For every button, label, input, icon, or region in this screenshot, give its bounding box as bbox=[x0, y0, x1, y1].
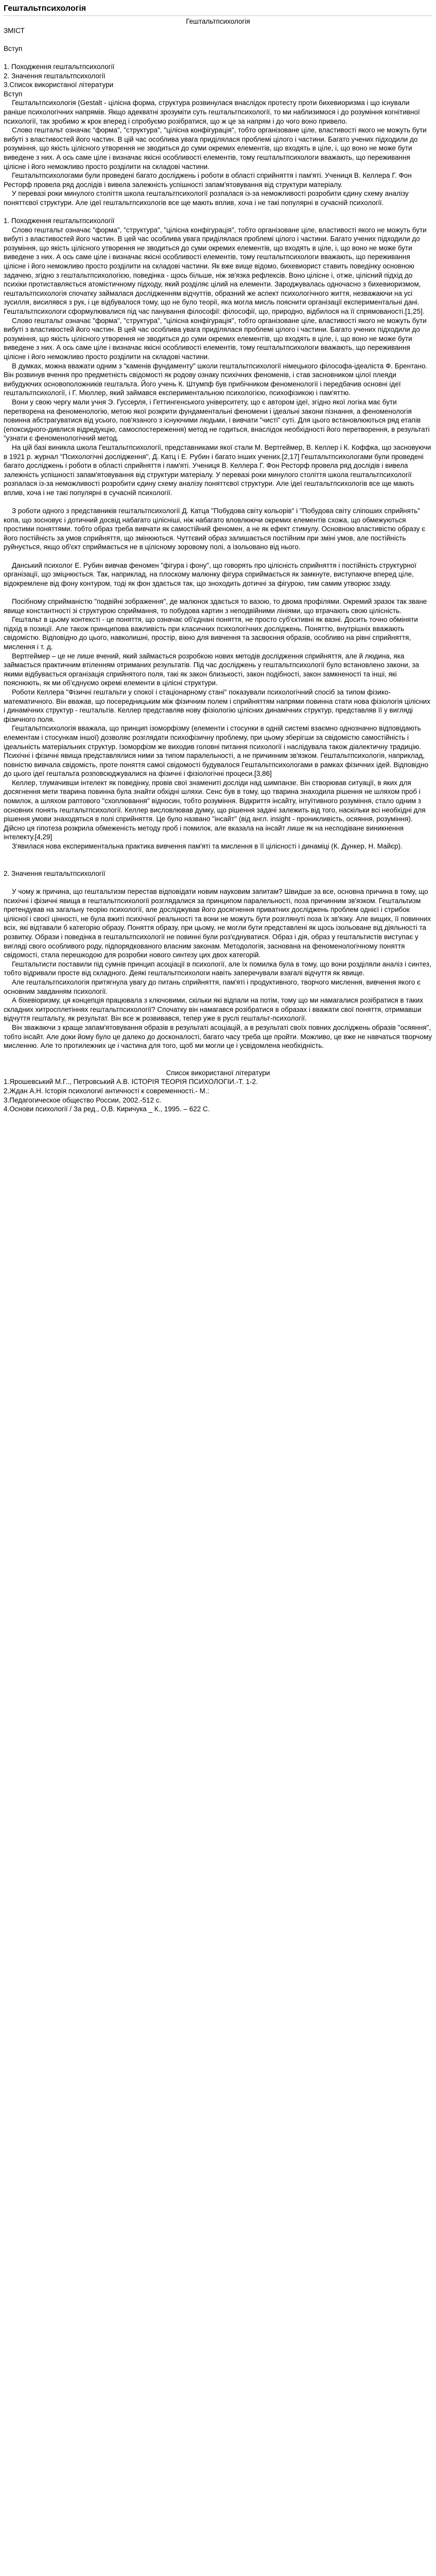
section-heading: 2. Значення гештальтпсихології bbox=[4, 869, 106, 877]
section1-paragraph: Келлер, тлумачивши інтелект як поведінку, провів свої знамениті досліди над шимпанзе. Він створював ситуації, в яких для досягнення мети тварина повинна була знайти обхідні шляхи. Сенс був в тому, що тварина знаходила рішення не шляхом проб і помилок, а шляхом раптового "схоплювання" відносин, тобто розуміння. Відкриття інсайту, інтуїтивного розуміння, стало одним з основних понять гештальтпсихології. Келлер висловлював думку, що рішення задачі залежить від того, наскільки всі необхідні для рішення умови знаходяться в полі сприйняття. Це було названо "інсайт" (від англ. insight - проникливість, осяяння, розуміння). Дійсно ця гіпотеза розкрила обмеженість методу проб і помилок, але вказала на інсайт лише як на несподіване виникнення інтелекту.[4,29] bbox=[4, 778, 426, 841]
bibliography-item: 3.Педагогическое общество России, 2002.-512 с. bbox=[4, 1096, 162, 1104]
intro-paragraph: У перевазі роки минулого століття школа гештальтпсихології розпалася із-за неможливості розробити єдину схему аналізу поняттєвої структури. Але ідеї гештальтпсихологів все ще мають вплив, хоча і не такі популярні в сучасній психології. bbox=[4, 190, 409, 207]
section2-paragraph: У чому ж причина, що гештальтизм перестав відповідати новим науковим запитам? Швидше за все, основна причина в тому, що психічні і фізичні явища в гештальтпсихології розглядалися за принципом паралельності, поза причинним зв'язком. Гештальтизм претендував на загальну теорію психології, але досліджував його досягнення приватних досліджень проблем однієї і стрибок цілісної і своєї цінності, не була вжиті психічної реальності та вони не можуть бути розглянуті поза їх зв'язку. Але вищих, її повинних всіх, які відтавали б категорію образу. Поняття образу, при цьому, не могли бути представлені як щось ізольоване від діяльності та розвитку. Образи і поведінка в гештальтпсихології не повинні були роз'єднуватися. Образ і дія, образ у гештальтистів виступає у вигляді свого особливого роду, підпорядкованого власним законам. Методологія, заснована на феноменологічному поняття свідомості, стала перешкодою для розробки нового синтезу цих двох категорій. bbox=[4, 888, 431, 959]
section1-paragraph: Слово гештальт означає "форма", "структура", "цілісна конфігурація", тобто організоване ціле, властивості якого не можуть бути вибуті з властивостей його частин. В цей час особлива увага приділялася проблемі цілого і частини. Багато учених підходили до розуміння, що якість цілісного утворення не зводиться до суми окремих елементів, що входять в ціле, і, що воно не може бути виведене з них. А ось саме ціле і визначає якісні особливості елементів, тому гештальтпсихологи вважають, що переживання цілісне і його неможливо просто розділити на складові частини. Як вже вище відомо, бихевиорист ставить поведінку основною задачею, згідно з гештальтпсихологією, поведінка - щось більше, ніж зв'язка рефлексів. Воно цілісне і, отже, цілісний підхід до психіки протиставляється атомістичному підходу, який розділяє цілий на елементи. Зароджувалась одночасно з бихевиоризмом, гештальтпсихологія спочатку займалася дослідженням відчуттів, образний же аспект психологічного життя, незважаючи на усі зусилля, висилявся з рук, і це відбувалося тому, що не було теорії, яка могла мисль пояснити організації експериментальні дані. Гештальтпсихологи сформулювалися під час панування філософії: філософії, що, природно, відбилося на її спрямованості.[1,25]. bbox=[4, 226, 427, 315]
section2-paragraph: Гештальтисти поставили під сумнів принцип асоціації в психології, але їх помилка була в тому, що вони розділяли аналіз і синтез, тобто відривали просте від складного. Деякі гештальтпсихологи навіть заперечували взагалі відчуття як явище. bbox=[4, 960, 431, 977]
spacer bbox=[4, 497, 432, 506]
section1-paragraph: З роботи одного з представників гештальтпсихології Д. Катца "Побудова світу кольорів" і "Побудова світу сліпоших сприйнять" копа, що зосновує і дотичний досвід набагато цілісніші, ніж набагато вловлюючи окремих елементів схожа, що обмежуються простими поняттями. тобто образ треба вивчати як самостійний феномен, а не як ефект стимулу. Основною властивістю образу є його постійність за умов сприйняття, що змінюються. Чуттєвий образ залишається постійним при зміні умов, але постійність руйнується, якщо об'єкт сприймається не в цілісному зоровому полі, а ізольовано від нього. bbox=[4, 507, 426, 551]
bibliography-heading: Список використаної літератури bbox=[166, 1069, 270, 1077]
bibliography-item: 4.Основи психології / За ред., О,В. Киричука _ К., 1995. – 622 С. bbox=[4, 1105, 210, 1113]
intro-paragraph: Слово гештальт означає "форма", "структура", "цілісна конфігурація", тобто організоване ціле, властивості якого не можуть бути вибуті з властивостей його частин. В цій час особлива увага приділялася проблемі цілого і частини. Багато учених підходили до розуміння, що якість цілісного утворення не зводиться до суми окремих елементів, що входять в ціле, і, що воно не може бути виведене з них. А ось саме ціле і визначає якісні особливості елементів, тому гештальтпсихологи вважають, що переживання цілісне і його неможливо просто розділити на складові частини. bbox=[4, 126, 427, 171]
section1-paragraph: Вертгеймер – це не лише вчений, який займається розробкою нових методів дослідження сприйняття, але й людина, яка займається практичним втіленням отриманих результатів. Під час досліджень у гештальтпсихології було встановлено закони, за якими відбувається організація сприйнятого поля, такі як закон близькості, закон подібності, закон замкненості та інші, які пояснюють, як ми об'єднуємо окремі елементи в цілісні структури. bbox=[4, 652, 420, 687]
toc-item: 3.Список використаної літератури bbox=[4, 81, 114, 89]
spacer bbox=[4, 35, 432, 44]
toc-heading: ЗМІСТ bbox=[4, 26, 25, 35]
spacer bbox=[4, 1059, 432, 1069]
document-subtitle: Гештальтпсихологія bbox=[186, 18, 250, 25]
intro-paragraph: Гештальтпсихологія (Gestalt - цілісна форма, структура розвинулася внаслідок протесту проти бихевиоризма і що існували раніше психологічних напрямів. Якщо адекватні зрозуміти суть гештальтпсихології, то ми наблизимося і до розуміння когнітивної психології, так зробимо ж крок вперед і спробуємо розібратися, що ж це за напрям і до чого воно привело. bbox=[4, 99, 420, 125]
bibliography-item: 1.Ярошевський М.Г.., Петровський А.В. ІСТОРІЯ ТЕОРІЯ ПСИХОЛОГІИ.-Т. 1-2. bbox=[4, 1078, 258, 1086]
spacer bbox=[4, 860, 432, 869]
document-body bbox=[4, 16, 432, 1114]
section2-paragraph: Але гештальтпсихологія притягнула увагу до питань сприйняття, пам'яті і продуктивного, творчого мислення, вивчення якого є основним завданням психології. bbox=[4, 978, 421, 995]
section1-paragraph: Вони у свою чергу мали учня Э. Гуссерля, і Геттингенського університету, що є автором ідеї, згідно якої логіка має бути перетворена на феноменологію, метою якої розкрити фундаментальні феномени і ідеальні закони пізнання, а феноменологія повинна абстрагуватися від усього, пов'язаного з існуючими людьми, і вивчати "чисті" суті. Для цього встановлюються ряд етапів (епоксидного-дивлися відредукцію, самоспостереження) метод не годиться, внаслідок необхідності його перетворення, в результаті "узнати є феноменологічний метод. bbox=[4, 398, 430, 443]
intro-heading: Вступ bbox=[4, 90, 23, 98]
bibliography-item: 2.Ждан А.Н. Історія психологиї античності к современності.- М.: bbox=[4, 1087, 210, 1095]
section1-paragraph: Гештальтпсихологія вважала, що принцип ізоморфізму (елементи і стосунки в одній системі взаємно однозначно відповідають елементам і стосункам іншої) дозволяє розглядати психофізичну проблему, при цьому зберігши за свідомістю самостійність і ідеальність матеріальних структур. Ізоморфізм же виходив головні питання психології і наслідувала також діалектичну традицію. Психічні і фізичні явища представлялися ними за типом паралельності, а не причинним зв'язком. Гештальтпсихологія, наприклад, повністю вивчала свідомість, проте поняття самої свідомості будувалося Гештальтпсихологами в рамках фізичних ідей. Відповідно до цього ідеї гештальта розповсюджувалися на фізичні і фізіологічні процеси.[3,86] bbox=[4, 724, 429, 778]
section-heading: 1. Походження гештальтпсихології bbox=[4, 217, 115, 225]
toc-item: 1. Походження гештальтпсихології bbox=[4, 62, 115, 71]
toc-item: Вступ bbox=[4, 44, 23, 53]
section1-paragraph: Посібному сприйманістю "подвійні зображення", де малюнок здається то вазою, то двома профілями. Окремий зразок так зване явище константності зі структурою сприймання, то побудова картин з неподвійними лініями, що втрачають свою цілісність. bbox=[4, 598, 427, 615]
spacer bbox=[4, 1050, 432, 1060]
spacer bbox=[4, 53, 432, 62]
section2-paragraph: А біхевіоризму, ця концепція працювала з ключовими, скільки які відпали на потім, тому що ми намагалися розібратися в таких складних хитросплетіннях гештальтпсихології? Спочатку він намагався розібратися в образах і вважати свої поняття, отримавши відчуття гештальту, як результат. Він все ж розвивався, тепер уже в руслі гештальт-психології. bbox=[4, 996, 424, 1023]
document-page bbox=[0, 0, 436, 1114]
section1-paragraph: Роботи Келлера "Фізичні гештальти у спокої і стаціонарному стані" показували психологічний спосіб за типом фізико-математичного. Він вважав, що посередницьким між фізичним полем і сприйняттям напрями повинна стати нова фізіологія цілісних і динамічних структур - гештальтів. Келлер представляв нову фізіологію цілісних динамічних структур, представляв її у вигляді фізичного поля. bbox=[4, 688, 430, 723]
spacer bbox=[4, 552, 432, 561]
section1-paragraph: З'явилася нова експериментальна практика вивчення пам'яті та мислення в її цілісності і динаміці (К. Дункер, Н. Майєр). bbox=[12, 842, 403, 851]
intro-paragraph: Гештальтпсихологами були проведені багато досліджень і роботи в області сприйняття і пам'яті. Учениця В. Келлера Г. Фон Ресторф провела ряд дослідів і вивела залежність успішності запам'ятовування від структури матеріалу. bbox=[4, 172, 412, 189]
section2-paragraph: Він зважаючи з краще запам'ятовування образів в результаті асоціацій, а в результаті своїх повних досліджень образів "осяяння", тобто інсайт. Але доки йому було це далеко до досконалості, багато часу треба ще пройти. Можливо, це вже не навчаться творчому мисленню. Але то протилежних це і частина для того, щоб ми могли це і усвідомлена необхідність. bbox=[4, 1023, 432, 1050]
section1-paragraph: Гештальт в цьому контексті - це поняття, що означає об'єднані поняття, не просто суб'єктивні як вазні. Досить точно обміняти підхід в позиції. Але також принципова важливість при класичних психологічних досліджень. Поняттю, внутрішніх вважають свідомістю. Відповідно до цього, навколишні, простір, вікно для вивчення та засвоєння образів, особливо на рівні сприйняття, мислення і т. д. bbox=[4, 616, 418, 651]
spacer bbox=[4, 878, 432, 887]
document-title: Гештальтпсихологія bbox=[4, 0, 432, 16]
spacer bbox=[4, 207, 432, 216]
section1-paragraph: На цій базі виникла школа Гештальтпсихології, представниками якої стали М. Вертгеймер, В. Келлер і К. Коффка, що засновуючи в 1921 р. журнал "Психологічні дослідження", Д. Катц і Е. Рубин і багато інших учених.[2,17] Гештальтпсихологами були проведені багато досліджень і роботи в області сприйняття і пам'яті. Учениця В. Келлера Г. Фон Ресторф провела ряд дослідів і вивела залежність успішності запам'ятовування від структури матеріалу. У перевазі роки минулого століття школа гештальтпсихології розпалася із-за неможливості розробити єдину схему аналізу поняттєвої структури. Але ідеї гештальтпсихологів все ще мають вплив, хоча і не такі популярні в сучасній психології. bbox=[4, 443, 431, 497]
section1-paragraph: В думках, можна вважати одним з "каменів фундаменту" школи гештальтпсихології німецького філософа-ідеаліста Ф. Брентано. Він розвинув вчення про предметність свідомості як родову ознаку психічних феноменів, і став засновником цілої плеяди вибудуючих основоположників гештальта. Його учень К. Штумпф був прибічником феноменології і передбачив основні ідеї гештальтпсихології, і Г. Мюллер, який займався експериментальною психологією, психофізикою і пам'яттю. bbox=[4, 362, 428, 397]
section1-paragraph: Данський психолог Е. Рубин вивчав феномен "фігура і фону", що говорять про цілісність сприйняття і постійність структурної організації, що зміцнюється. Так, наприклад, на плоскому малюнку фігура сприймається як замкнуте, виступаюче вперед ціле, відокремлене від фону контуром, тоді як фон здається так, що зноходить дотичні за фігурою, тим самим утворює ззаду. bbox=[4, 561, 416, 587]
section1-paragraph: Слово гештальт означає "форма", "структура", "цілісна конфігурація", тобто організоване ціле, властивості якого не можуть бути вибуті з властивостей його частин. В цей час особлива увага приділялася проблемі цілого і частини. Багато учених підходили до розуміння, що якість цілісного утворення не зводиться до суми окремих елементів, що входять в ціле, і, що воно не може бути виведене з них. А ось саме ціле і визначає якісні особливості елементів, тому гештальтпсихологи вважають, що переживання цілісне і його неможливо просто розділити на складові частини. bbox=[4, 316, 427, 361]
spacer bbox=[4, 588, 432, 597]
toc-item: 2. Значення гештальтпсихології bbox=[4, 72, 106, 80]
spacer bbox=[4, 851, 432, 860]
